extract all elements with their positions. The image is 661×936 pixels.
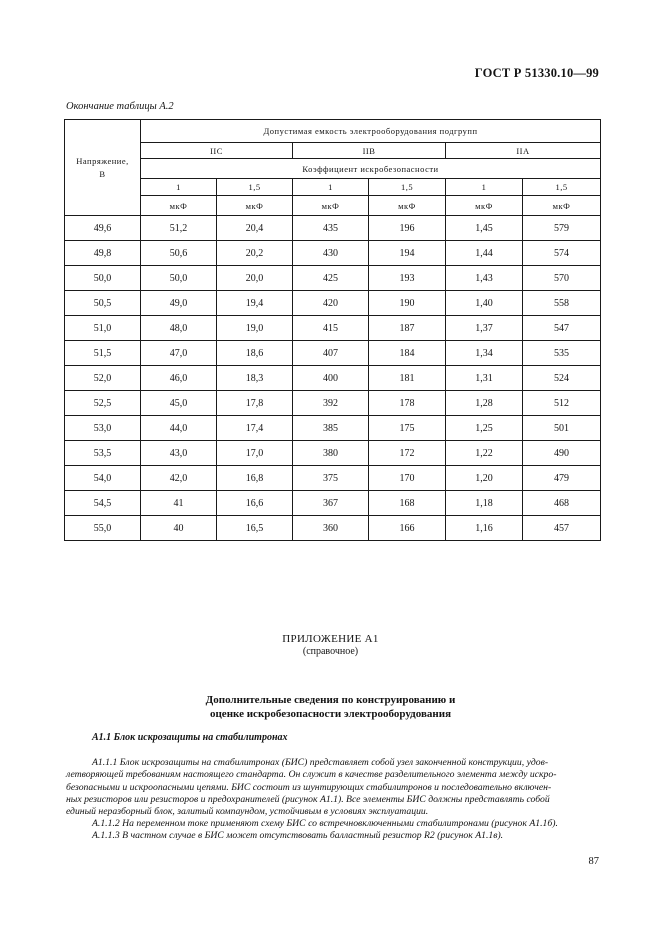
capacitance-cell: 524 — [523, 366, 601, 391]
paragraph-line: единый неразборный блок, залитый компаундом, устойчивым в условиях эксплуатации. — [66, 806, 429, 818]
capacitance-cell: 175 — [369, 416, 446, 441]
subgroup-row — [65, 143, 601, 159]
capacitance-cell: 479 — [523, 466, 601, 491]
voltage-cell: 53,0 — [65, 416, 141, 441]
capacitance-cell: 1,40 — [446, 291, 523, 316]
capacitance-cell: 1,45 — [446, 216, 523, 241]
capacitance-cell: 16,8 — [217, 466, 293, 491]
paragraph-line: А.1.1.2 На переменном токе применяют схему БИС со встречновключенными стабилитронами (рисунок А1.1б). — [92, 818, 558, 829]
capacitance-cell: 1,34 — [446, 341, 523, 366]
capacitance-cell: 45,0 — [141, 391, 217, 416]
voltage-cell: 49,8 — [65, 241, 141, 266]
capacitance-cell: 178 — [369, 391, 446, 416]
unit-cell: мкФ — [369, 196, 446, 216]
capacitance-cell: 41 — [141, 491, 217, 516]
coef-cell: 1,5 — [369, 179, 446, 196]
capacitance-cell: 190 — [369, 291, 446, 316]
unit-cell: мкФ — [141, 196, 217, 216]
capacitance-cell: 44,0 — [141, 416, 217, 441]
capacitance-cell: 375 — [293, 466, 369, 491]
voltage-header: Напряжение, В — [65, 120, 141, 216]
capacitance-cell: 20,2 — [217, 241, 293, 266]
capacitance-cell: 457 — [523, 516, 601, 541]
capacitance-cell: 17,8 — [217, 391, 293, 416]
capacitance-cell: 547 — [523, 316, 601, 341]
table-row — [65, 366, 601, 391]
table-row — [65, 266, 601, 291]
table-row — [65, 516, 601, 541]
voltage-cell: 51,5 — [65, 341, 141, 366]
capacitance-cell: 170 — [369, 466, 446, 491]
table-row — [65, 391, 601, 416]
capacitance-cell: 1,20 — [446, 466, 523, 491]
capacitance-cell: 16,5 — [217, 516, 293, 541]
capacitance-cell: 172 — [369, 441, 446, 466]
paragraph-line: А1.1.1 Блок искрозащиты на стабилитронах (БИС) представляет собой узел законченной конструкции, удов- — [92, 757, 549, 768]
capacitance-cell: 579 — [523, 216, 601, 241]
paragraph-line: безопасными и искроопасными цепями. БИС состоит из шунтирующих стабилитронов и последовательно включен- — [66, 781, 552, 793]
capacitance-cell: 435 — [293, 216, 369, 241]
capacitance-cell: 20,0 — [217, 266, 293, 291]
voltage-cell: 53,5 — [65, 441, 141, 466]
capacitance-cell: 16,6 — [217, 491, 293, 516]
capacitance-cell: 1,28 — [446, 391, 523, 416]
capacitance-table — [64, 119, 601, 541]
capacitance-cell: 196 — [369, 216, 446, 241]
unit-cell: мкФ — [217, 196, 293, 216]
table-row — [65, 216, 601, 241]
paragraph-a1-1-3 — [66, 830, 600, 842]
capacitance-cell: 184 — [369, 341, 446, 366]
group-header: Допустимая емкость электрооборудования подгрупп — [141, 120, 601, 143]
voltage-cell: 55,0 — [65, 516, 141, 541]
capacitance-cell: 17,0 — [217, 441, 293, 466]
unit-cell: мкФ — [293, 196, 369, 216]
voltage-cell: 49,6 — [65, 216, 141, 241]
unit-cell: мкФ — [523, 196, 601, 216]
capacitance-cell: 47,0 — [141, 341, 217, 366]
page-number: 87 — [588, 856, 599, 867]
capacitance-cell: 193 — [369, 266, 446, 291]
table-row — [65, 341, 601, 366]
voltage-cell: 50,5 — [65, 291, 141, 316]
capacitance-cell: 194 — [369, 241, 446, 266]
subsection-heading: А1.1 Блок искрозащиты на стабилитронах — [92, 732, 288, 743]
voltage-cell: 52,5 — [65, 391, 141, 416]
coef-cell: 1 — [293, 179, 369, 196]
capacitance-cell: 1,43 — [446, 266, 523, 291]
paragraph-a1-1-2 — [66, 818, 600, 830]
capacitance-cell: 50,6 — [141, 241, 217, 266]
capacitance-cell: 50,0 — [141, 266, 217, 291]
table-body — [65, 216, 601, 541]
subgroup-iic: IIC — [141, 143, 293, 159]
section-heading-line: Дополнительные сведения по конструированию и — [205, 694, 456, 706]
capacitance-cell: 1,25 — [446, 416, 523, 441]
capacitance-cell: 17,4 — [217, 416, 293, 441]
capacitance-cell: 187 — [369, 316, 446, 341]
capacitance-cell: 367 — [293, 491, 369, 516]
capacitance-cell: 425 — [293, 266, 369, 291]
paragraph-a1-1-1 — [66, 757, 600, 818]
capacitance-cell: 1,18 — [446, 491, 523, 516]
table-row — [65, 241, 601, 266]
voltage-cell: 52,0 — [65, 366, 141, 391]
capacitance-cell: 501 — [523, 416, 601, 441]
table-row — [65, 416, 601, 441]
voltage-cell: 50,0 — [65, 266, 141, 291]
capacitance-cell: 490 — [523, 441, 601, 466]
coef-cell: 1 — [446, 179, 523, 196]
capacitance-cell: 1,16 — [446, 516, 523, 541]
voltage-cell: 51,0 — [65, 316, 141, 341]
capacitance-cell: 181 — [369, 366, 446, 391]
table-row — [65, 316, 601, 341]
table-caption: Окончание таблицы А.2 — [66, 101, 174, 112]
capacitance-cell: 18,3 — [217, 366, 293, 391]
capacitance-cell: 168 — [369, 491, 446, 516]
coefficient-row — [65, 179, 601, 196]
table-row — [65, 441, 601, 466]
table-row — [65, 491, 601, 516]
capacitance-cell: 407 — [293, 341, 369, 366]
capacitance-cell: 1,22 — [446, 441, 523, 466]
capacitance-cell: 420 — [293, 291, 369, 316]
capacitance-cell: 468 — [523, 491, 601, 516]
capacitance-cell: 558 — [523, 291, 601, 316]
capacitance-cell: 574 — [523, 241, 601, 266]
capacitance-cell: 18,6 — [217, 341, 293, 366]
capacitance-cell: 1,37 — [446, 316, 523, 341]
paragraph-line: летворяющей требованиям настоящего стандарта. Он служит в качестве разделительного элемента между искро- — [66, 769, 557, 781]
capacitance-cell: 392 — [293, 391, 369, 416]
capacitance-cell: 360 — [293, 516, 369, 541]
section-heading-line: оценке искробезопасности электрооборудования — [209, 708, 452, 720]
capacitance-cell: 385 — [293, 416, 369, 441]
unit-row — [65, 196, 601, 216]
capacitance-cell: 19,0 — [217, 316, 293, 341]
table-row — [65, 466, 601, 491]
appendix-title: ПРИЛОЖЕНИЕ А1 — [282, 633, 379, 645]
paragraph-line: ных резисторов или резисторов и предохранителей (рисунок А1.1). Все элементы БИС должны представлять собой — [66, 793, 550, 805]
capacitance-cell: 570 — [523, 266, 601, 291]
voltage-cell: 54,0 — [65, 466, 141, 491]
appendix-subtitle: (справочное) — [302, 646, 359, 657]
capacitance-cell: 42,0 — [141, 466, 217, 491]
unit-cell: мкФ — [446, 196, 523, 216]
capacitance-cell: 49,0 — [141, 291, 217, 316]
capacitance-cell: 535 — [523, 341, 601, 366]
coef-cell: 1,5 — [523, 179, 601, 196]
capacitance-cell: 20,4 — [217, 216, 293, 241]
voltage-cell: 54,5 — [65, 491, 141, 516]
coef-cell: 1,5 — [217, 179, 293, 196]
subgroup-iia: IIA — [446, 143, 601, 159]
capacitance-cell: 19,4 — [217, 291, 293, 316]
coef-cell: 1 — [141, 179, 217, 196]
capacitance-cell: 43,0 — [141, 441, 217, 466]
capacitance-cell: 415 — [293, 316, 369, 341]
capacitance-cell: 1,31 — [446, 366, 523, 391]
table-row — [65, 291, 601, 316]
subgroup-iib: IIB — [293, 143, 446, 159]
capacitance-cell: 166 — [369, 516, 446, 541]
capacitance-cell: 430 — [293, 241, 369, 266]
document-code: ГОСТ Р 51330.10—99 — [474, 66, 599, 80]
paragraph-line: А.1.1.3 В частном случае в БИС может отсутствовать балластный резистор R2 (рисунок А1.1в). — [92, 830, 504, 841]
capacitance-cell: 1,44 — [446, 241, 523, 266]
capacitance-cell: 400 — [293, 366, 369, 391]
capacitance-cell: 512 — [523, 391, 601, 416]
coef-header: Коэффициент искробезопасности — [141, 159, 601, 179]
capacitance-cell: 46,0 — [141, 366, 217, 391]
capacitance-cell: 51,2 — [141, 216, 217, 241]
section-heading — [0, 693, 661, 721]
capacitance-cell: 40 — [141, 516, 217, 541]
capacitance-cell: 48,0 — [141, 316, 217, 341]
capacitance-cell: 380 — [293, 441, 369, 466]
